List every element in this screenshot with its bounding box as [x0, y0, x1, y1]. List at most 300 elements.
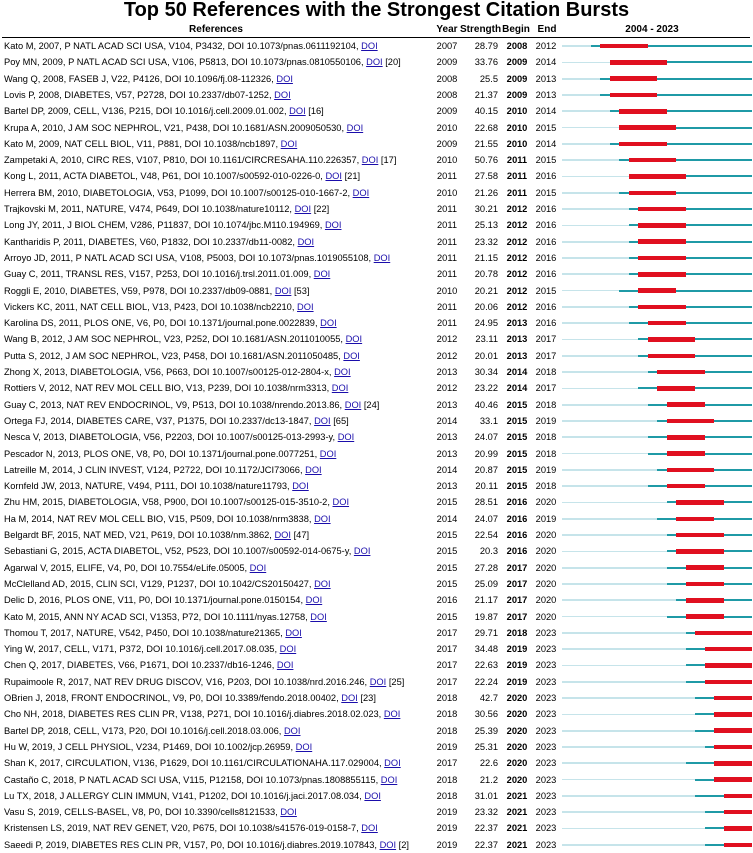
burst-timeline: [562, 152, 752, 168]
doi-link[interactable]: DOI: [274, 89, 291, 100]
reference-citation: Long JY, 2011, J BIOL CHEM, V286, P11837, DOI 10.1074/jbc.M110.194969,: [4, 220, 325, 231]
reference-text: [4, 511, 432, 527]
end-cell: 2020: [535, 611, 557, 622]
doi-link[interactable]: DOI: [297, 301, 314, 312]
reference-citation: Ying W, 2017, CELL, V171, P372, DOI 10.1016/j.cell.2017.08.035,: [4, 644, 280, 655]
table-row: [0, 266, 753, 282]
pre-publication-line: [562, 257, 629, 259]
strength-cell: 21.26: [474, 187, 498, 198]
table-row: [0, 478, 753, 494]
begin-cell: 2013: [506, 334, 528, 345]
doi-link[interactable]: DOI: [294, 204, 312, 214]
strength-cell: 24.07: [474, 432, 498, 443]
pre-publication-line: [562, 355, 638, 357]
burst-bar: [667, 402, 705, 407]
doi-link[interactable]: DOI: [332, 497, 350, 508]
pre-publication-line: [562, 632, 686, 634]
year-cell: 2009: [436, 138, 458, 149]
burst-bar: [686, 614, 724, 619]
reference-citation: Chen Q, 2017, DIABETES, V66, P1671, DOI 10.2337/db16-1246,: [4, 660, 277, 671]
doi-link[interactable]: DOI: [346, 122, 364, 133]
strength-cell: 19.87: [474, 611, 498, 622]
doi-link[interactable]: DOI: [331, 383, 349, 394]
year-cell: 2015: [436, 546, 458, 557]
table-row: [0, 739, 753, 755]
doi-link[interactable]: DOI: [373, 252, 391, 263]
reference-text: [4, 397, 432, 413]
doi-link[interactable]: DOI: [320, 318, 337, 329]
end-cell: 2020: [535, 497, 557, 508]
table-row: [0, 201, 753, 217]
burst-bar: [629, 191, 677, 196]
doi-link[interactable]: DOI: [361, 41, 378, 51]
burst-timeline: [562, 625, 752, 641]
burst-timeline: [562, 266, 752, 282]
doi-link[interactable]: DOI: [337, 432, 355, 443]
doi-link[interactable]: DOI: [283, 725, 301, 736]
table-row: [0, 755, 753, 771]
year-cell: 2013: [436, 367, 458, 377]
doi-link[interactable]: DOI: [325, 171, 342, 182]
begin-cell: 2011: [506, 187, 528, 198]
burst-timeline: [562, 772, 752, 788]
doi-link[interactable]: DOI: [379, 839, 397, 850]
strength-cell: 22.54: [474, 530, 498, 540]
begin-cell: 2014: [506, 367, 528, 377]
table-row: [0, 462, 753, 478]
year-cell: 2014: [436, 464, 458, 475]
strength-cell: 21.2: [479, 774, 498, 785]
doi-link[interactable]: DOI: [319, 448, 337, 459]
pre-publication-line: [562, 665, 686, 667]
doi-link[interactable]: DOI: [361, 823, 378, 834]
doi-link[interactable]: DOI: [297, 236, 315, 247]
pre-publication-line: [562, 62, 610, 64]
burst-bar: [638, 239, 686, 244]
doi-link[interactable]: DOI: [276, 660, 294, 671]
reference-text: [4, 299, 432, 315]
doi-link[interactable]: DOI: [369, 676, 387, 687]
doi-link[interactable]: DOI: [353, 546, 371, 557]
burst-bar: [610, 93, 658, 98]
reference-text: [4, 674, 432, 690]
strength-cell: 20.06: [474, 301, 498, 312]
burst-bar: [724, 826, 753, 831]
end-cell: 2023: [535, 660, 557, 671]
reference-index: [23]: [357, 693, 376, 703]
year-cell: 2011: [437, 301, 457, 312]
table-row: [0, 820, 753, 836]
pre-publication-line: [562, 273, 629, 275]
burst-bar: [686, 582, 724, 587]
reference-citation: Pescador N, 2013, PLOS ONE, V8, P0, DOI 10.1371/journal.pone.0077251,: [4, 448, 320, 459]
begin-cell: 2017: [506, 595, 528, 606]
doi-link[interactable]: DOI: [279, 644, 297, 655]
table-row: [0, 185, 753, 201]
strength-cell: 25.5: [479, 73, 498, 84]
pre-publication-line: [562, 420, 657, 422]
table-row: [0, 527, 753, 543]
year-cell: 2011: [437, 204, 457, 214]
pre-publication-line: [562, 404, 648, 406]
chart-title: Top 50 References with the Strongest Citation Bursts: [123, 0, 630, 21]
pre-publication-line: [562, 469, 657, 471]
year-cell: 2013: [436, 432, 458, 443]
doi-link[interactable]: DOI: [285, 627, 302, 638]
burst-bar: [657, 386, 695, 391]
reference-text: [4, 641, 432, 657]
reference-text: [4, 250, 432, 266]
reference-citation: Saeedi P, 2019, DIABETES RES CLIN PR, V157, P0, DOI 10.1016/j.diabres.2019.107843,: [4, 839, 380, 850]
begin-cell: 2016: [506, 546, 528, 557]
reference-text: [4, 494, 432, 510]
burst-timeline: [562, 250, 752, 266]
reference-text: [4, 71, 432, 87]
year-cell: 2018: [436, 774, 458, 785]
reference-text: [4, 788, 432, 804]
burst-timeline: [562, 234, 752, 250]
table-row: [0, 446, 753, 462]
doi-link[interactable]: DOI: [295, 741, 313, 752]
begin-cell: 2011: [506, 171, 528, 182]
begin-cell: 2017: [506, 578, 528, 589]
pre-publication-line: [562, 78, 600, 80]
burst-timeline: [562, 71, 752, 87]
doi-link[interactable]: DOI: [313, 269, 331, 280]
pre-publication-line: [562, 534, 667, 536]
year-cell: 2011: [437, 318, 457, 329]
end-cell: 2018: [535, 399, 557, 410]
reference-text: [4, 380, 432, 396]
reference-text: [4, 87, 432, 103]
table-row: [0, 706, 753, 722]
year-cell: 2011: [437, 269, 457, 280]
reference-citation: Cho NH, 2018, DIABETES RES CLIN PR, V138, P271, DOI 10.1016/j.diabres.2018.02.023,: [4, 709, 384, 720]
end-cell: 2016: [535, 252, 557, 263]
burst-bar: [695, 631, 752, 636]
pre-publication-line: [562, 811, 705, 813]
doi-link[interactable]: DOI: [276, 73, 293, 84]
pre-publication-line: [562, 828, 705, 830]
burst-timeline: [562, 804, 752, 820]
begin-cell: 2015: [506, 432, 528, 443]
reference-text: [4, 739, 432, 755]
doi-link[interactable]: DOI: [334, 367, 351, 377]
begin-cell: 2016: [506, 513, 528, 524]
reference-index: [65]: [330, 415, 349, 426]
year-cell: 2015: [436, 562, 458, 573]
table-row: [0, 804, 753, 820]
begin-cell: 2014: [506, 383, 528, 394]
year-cell: 2010: [436, 285, 458, 296]
table-row: [0, 837, 753, 853]
reference-text: [4, 283, 432, 299]
burst-timeline: [562, 837, 752, 853]
end-cell: 2019: [535, 513, 557, 524]
doi-link[interactable]: DOI: [380, 774, 398, 785]
reference-text: [4, 217, 432, 233]
begin-cell: 2013: [506, 318, 528, 329]
burst-bar: [667, 484, 705, 489]
strength-cell: 22.24: [474, 676, 498, 687]
table-row: [0, 315, 753, 331]
reference-text: [4, 348, 432, 364]
year-cell: 2017: [436, 660, 458, 671]
strength-cell: 21.17: [474, 595, 498, 606]
pre-publication-line: [562, 453, 648, 455]
end-cell: 2023: [535, 807, 557, 818]
burst-bar: [619, 109, 667, 114]
strength-cell: 31.01: [474, 790, 498, 801]
burst-bar: [638, 272, 686, 277]
begin-cell: 2019: [506, 676, 528, 687]
table-row: [0, 592, 753, 608]
end-cell: 2016: [535, 220, 557, 231]
end-cell: 2023: [535, 741, 557, 752]
strength-cell: 33.76: [474, 57, 498, 68]
year-cell: 2013: [436, 399, 458, 410]
doi-link[interactable]: DOI: [314, 513, 331, 524]
burst-bar: [667, 435, 705, 440]
begin-cell: 2011: [506, 155, 528, 166]
burst-timeline: [562, 527, 752, 543]
begin-cell: 2016: [506, 530, 528, 540]
begin-cell: 2020: [506, 741, 528, 752]
reference-citation: Trajkovski M, 2011, NATURE, V474, P649, DOI 10.1038/nature10112,: [4, 204, 295, 214]
begin-cell: 2009: [506, 89, 528, 100]
reference-citation: Shan K, 2017, CIRCULATION, V136, P1629, DOI 10.1161/CIRCULATIONAHA.117.029004,: [4, 758, 385, 769]
pre-publication-line: [562, 795, 695, 797]
burst-timeline: [562, 413, 752, 429]
burst-timeline: [562, 706, 752, 722]
table-row: [0, 576, 753, 592]
year-cell: 2011: [437, 252, 457, 263]
table-row: [0, 234, 753, 250]
table-row: [0, 657, 753, 673]
strength-cell: 23.32: [474, 236, 498, 247]
pre-publication-line: [562, 485, 648, 487]
doi-link[interactable]: DOI: [364, 790, 381, 801]
strength-cell: 27.58: [474, 171, 498, 182]
strength-cell: 20.01: [474, 350, 498, 361]
doi-link[interactable]: DOI: [274, 530, 291, 540]
reference-text: [4, 657, 432, 673]
burst-bar: [648, 337, 696, 342]
header-year: Year: [436, 24, 458, 35]
pre-publication-line: [562, 176, 629, 178]
year-cell: 2014: [436, 415, 458, 426]
table-row: [0, 641, 753, 657]
doi-link[interactable]: DOI: [341, 693, 358, 703]
reference-index: [53]: [291, 285, 310, 296]
burst-timeline: [562, 543, 752, 559]
year-cell: 2013: [436, 448, 458, 459]
header-end: End: [537, 24, 557, 35]
burst-timeline: [562, 54, 752, 70]
burst-bar: [657, 370, 705, 375]
table-row: [0, 723, 753, 739]
doi-link[interactable]: DOI: [352, 187, 370, 198]
strength-cell: 25.39: [474, 725, 498, 736]
end-cell: 2014: [535, 106, 557, 117]
doi-link[interactable]: DOI: [343, 350, 360, 361]
begin-cell: 2016: [506, 497, 528, 508]
pre-publication-line: [562, 110, 610, 112]
burst-timeline: [562, 397, 752, 413]
reference-text: [4, 820, 432, 836]
burst-bar: [714, 696, 752, 701]
pre-publication-line: [562, 518, 657, 520]
year-cell: 2012: [436, 383, 458, 394]
year-cell: 2018: [436, 709, 458, 720]
table-row: [0, 54, 753, 70]
doi-link[interactable]: DOI: [383, 709, 401, 720]
table-row: [0, 560, 753, 576]
end-cell: 2023: [535, 758, 557, 769]
reference-citation: Vickers KC, 2011, NAT CELL BIOL, V13, P423, DOI 10.1038/ncb2210,: [4, 301, 298, 312]
begin-cell: 2012: [506, 252, 528, 263]
year-cell: 2017: [436, 676, 458, 687]
burst-timeline: [562, 103, 752, 119]
reference-text: [4, 120, 432, 136]
burst-bar: [629, 158, 677, 163]
doi-link[interactable]: DOI: [366, 57, 383, 68]
burst-timeline: [562, 168, 752, 184]
table-row: [0, 38, 753, 54]
strength-cell: 20.78: [474, 269, 498, 280]
burst-timeline: [562, 788, 752, 804]
reference-text: [4, 315, 432, 331]
end-cell: 2023: [535, 790, 557, 801]
strength-cell: 21.55: [474, 138, 498, 149]
burst-bar: [724, 843, 753, 848]
doi-link[interactable]: DOI: [280, 138, 298, 149]
year-cell: 2019: [436, 823, 458, 834]
burst-timeline: [562, 315, 752, 331]
table-row: [0, 413, 753, 429]
pre-publication-line: [562, 192, 619, 194]
begin-cell: 2020: [506, 709, 528, 720]
table-row: [0, 103, 753, 119]
table-row: [0, 71, 753, 87]
reference-citation: Vasu S, 2019, CELLS-BASEL, V8, P0, DOI 10.3390/cells8121533,: [4, 807, 281, 818]
table-row: [0, 625, 753, 641]
end-cell: 2016: [535, 204, 557, 214]
burst-bar: [676, 500, 724, 505]
table-row: [0, 690, 753, 706]
table-row: [0, 788, 753, 804]
end-cell: 2018: [535, 448, 557, 459]
burst-timeline: [562, 723, 752, 739]
burst-bar: [714, 745, 752, 750]
doi-link[interactable]: DOI: [274, 285, 292, 296]
end-cell: 2023: [535, 676, 557, 687]
burst-timeline: [562, 364, 752, 380]
reference-citation: Putta S, 2012, J AM SOC NEPHROL, V23, P458, DOI 10.1681/ASN.2011050485,: [4, 350, 344, 361]
pre-publication-line: [562, 290, 619, 292]
reference-citation: Castaño C, 2018, P NATL ACAD SCI USA, V115, P12158, DOI 10.1073/pnas.1808855115,: [4, 774, 381, 785]
doi-link[interactable]: DOI: [344, 399, 362, 410]
reference-text: [4, 837, 432, 853]
strength-cell: 23.22: [474, 383, 498, 394]
doi-link[interactable]: DOI: [314, 415, 331, 426]
reference-text: [4, 331, 432, 347]
burst-timeline: [562, 299, 752, 315]
doi-link[interactable]: DOI: [314, 578, 331, 589]
doi-link[interactable]: DOI: [324, 220, 342, 231]
doi-link[interactable]: DOI: [361, 155, 379, 166]
doi-link[interactable]: DOI: [305, 464, 322, 475]
begin-cell: 2015: [506, 481, 528, 492]
end-cell: 2016: [535, 301, 557, 312]
table-row: [0, 120, 753, 136]
reference-index: [47]: [290, 530, 310, 540]
pre-publication-line: [562, 567, 667, 569]
end-cell: 2017: [535, 383, 557, 394]
end-cell: 2016: [535, 236, 557, 247]
burst-timeline: [562, 429, 752, 445]
end-cell: 2019: [535, 415, 557, 426]
doi-link[interactable]: DOI: [289, 106, 306, 117]
end-cell: 2017: [535, 334, 557, 345]
begin-cell: 2021: [506, 790, 528, 801]
begin-cell: 2015: [506, 448, 528, 459]
year-cell: 2019: [436, 741, 458, 752]
year-cell: 2019: [436, 807, 458, 818]
pre-publication-line: [562, 697, 695, 699]
table-row: [0, 283, 753, 299]
end-cell: 2023: [535, 774, 557, 785]
begin-cell: 2019: [506, 660, 528, 671]
table-row: [0, 674, 753, 690]
doi-link[interactable]: DOI: [280, 807, 297, 818]
year-cell: 2017: [436, 644, 458, 655]
doi-link[interactable]: DOI: [292, 481, 309, 492]
doi-link[interactable]: DOI: [345, 334, 363, 345]
header-references: References: [189, 24, 243, 35]
pre-publication-line: [562, 127, 619, 129]
begin-cell: 2021: [506, 823, 528, 834]
year-cell: 2011: [437, 236, 457, 247]
burst-timeline: [562, 38, 752, 54]
reference-citation: Nesca V, 2013, DIABETOLOGIA, V56, P2203, DOI 10.1007/s00125-013-2993-y,: [4, 432, 338, 443]
burst-timeline: [562, 217, 752, 233]
doi-link[interactable]: DOI: [249, 562, 267, 573]
end-cell: 2020: [535, 530, 557, 540]
doi-link[interactable]: DOI: [384, 758, 401, 769]
end-cell: 2020: [535, 546, 557, 557]
begin-cell: 2020: [506, 725, 528, 736]
active-period-line: [638, 387, 752, 389]
reference-citation: Kristensen LS, 2019, NAT REV GENET, V20, P675, DOI 10.1038/s41576-019-0158-7,: [4, 823, 362, 834]
table-row: [0, 543, 753, 559]
end-cell: 2014: [535, 57, 557, 68]
doi-link[interactable]: DOI: [305, 595, 323, 606]
year-cell: 2015: [436, 530, 458, 540]
begin-cell: 2019: [506, 644, 528, 655]
year-cell: 2010: [436, 122, 458, 133]
pre-publication-line: [562, 339, 638, 341]
begin-cell: 2015: [506, 415, 528, 426]
end-cell: 2012: [535, 41, 557, 51]
doi-link[interactable]: DOI: [310, 611, 327, 622]
begin-cell: 2012: [506, 285, 528, 296]
begin-cell: 2015: [506, 464, 528, 475]
reference-citation: Sebastiani G, 2015, ACTA DIABETOL, V52, P523, DOI 10.1007/s00592-014-0675-y,: [4, 546, 354, 557]
burst-timeline: [562, 87, 752, 103]
reference-index: [16]: [305, 106, 324, 117]
pre-publication-line: [562, 208, 629, 210]
